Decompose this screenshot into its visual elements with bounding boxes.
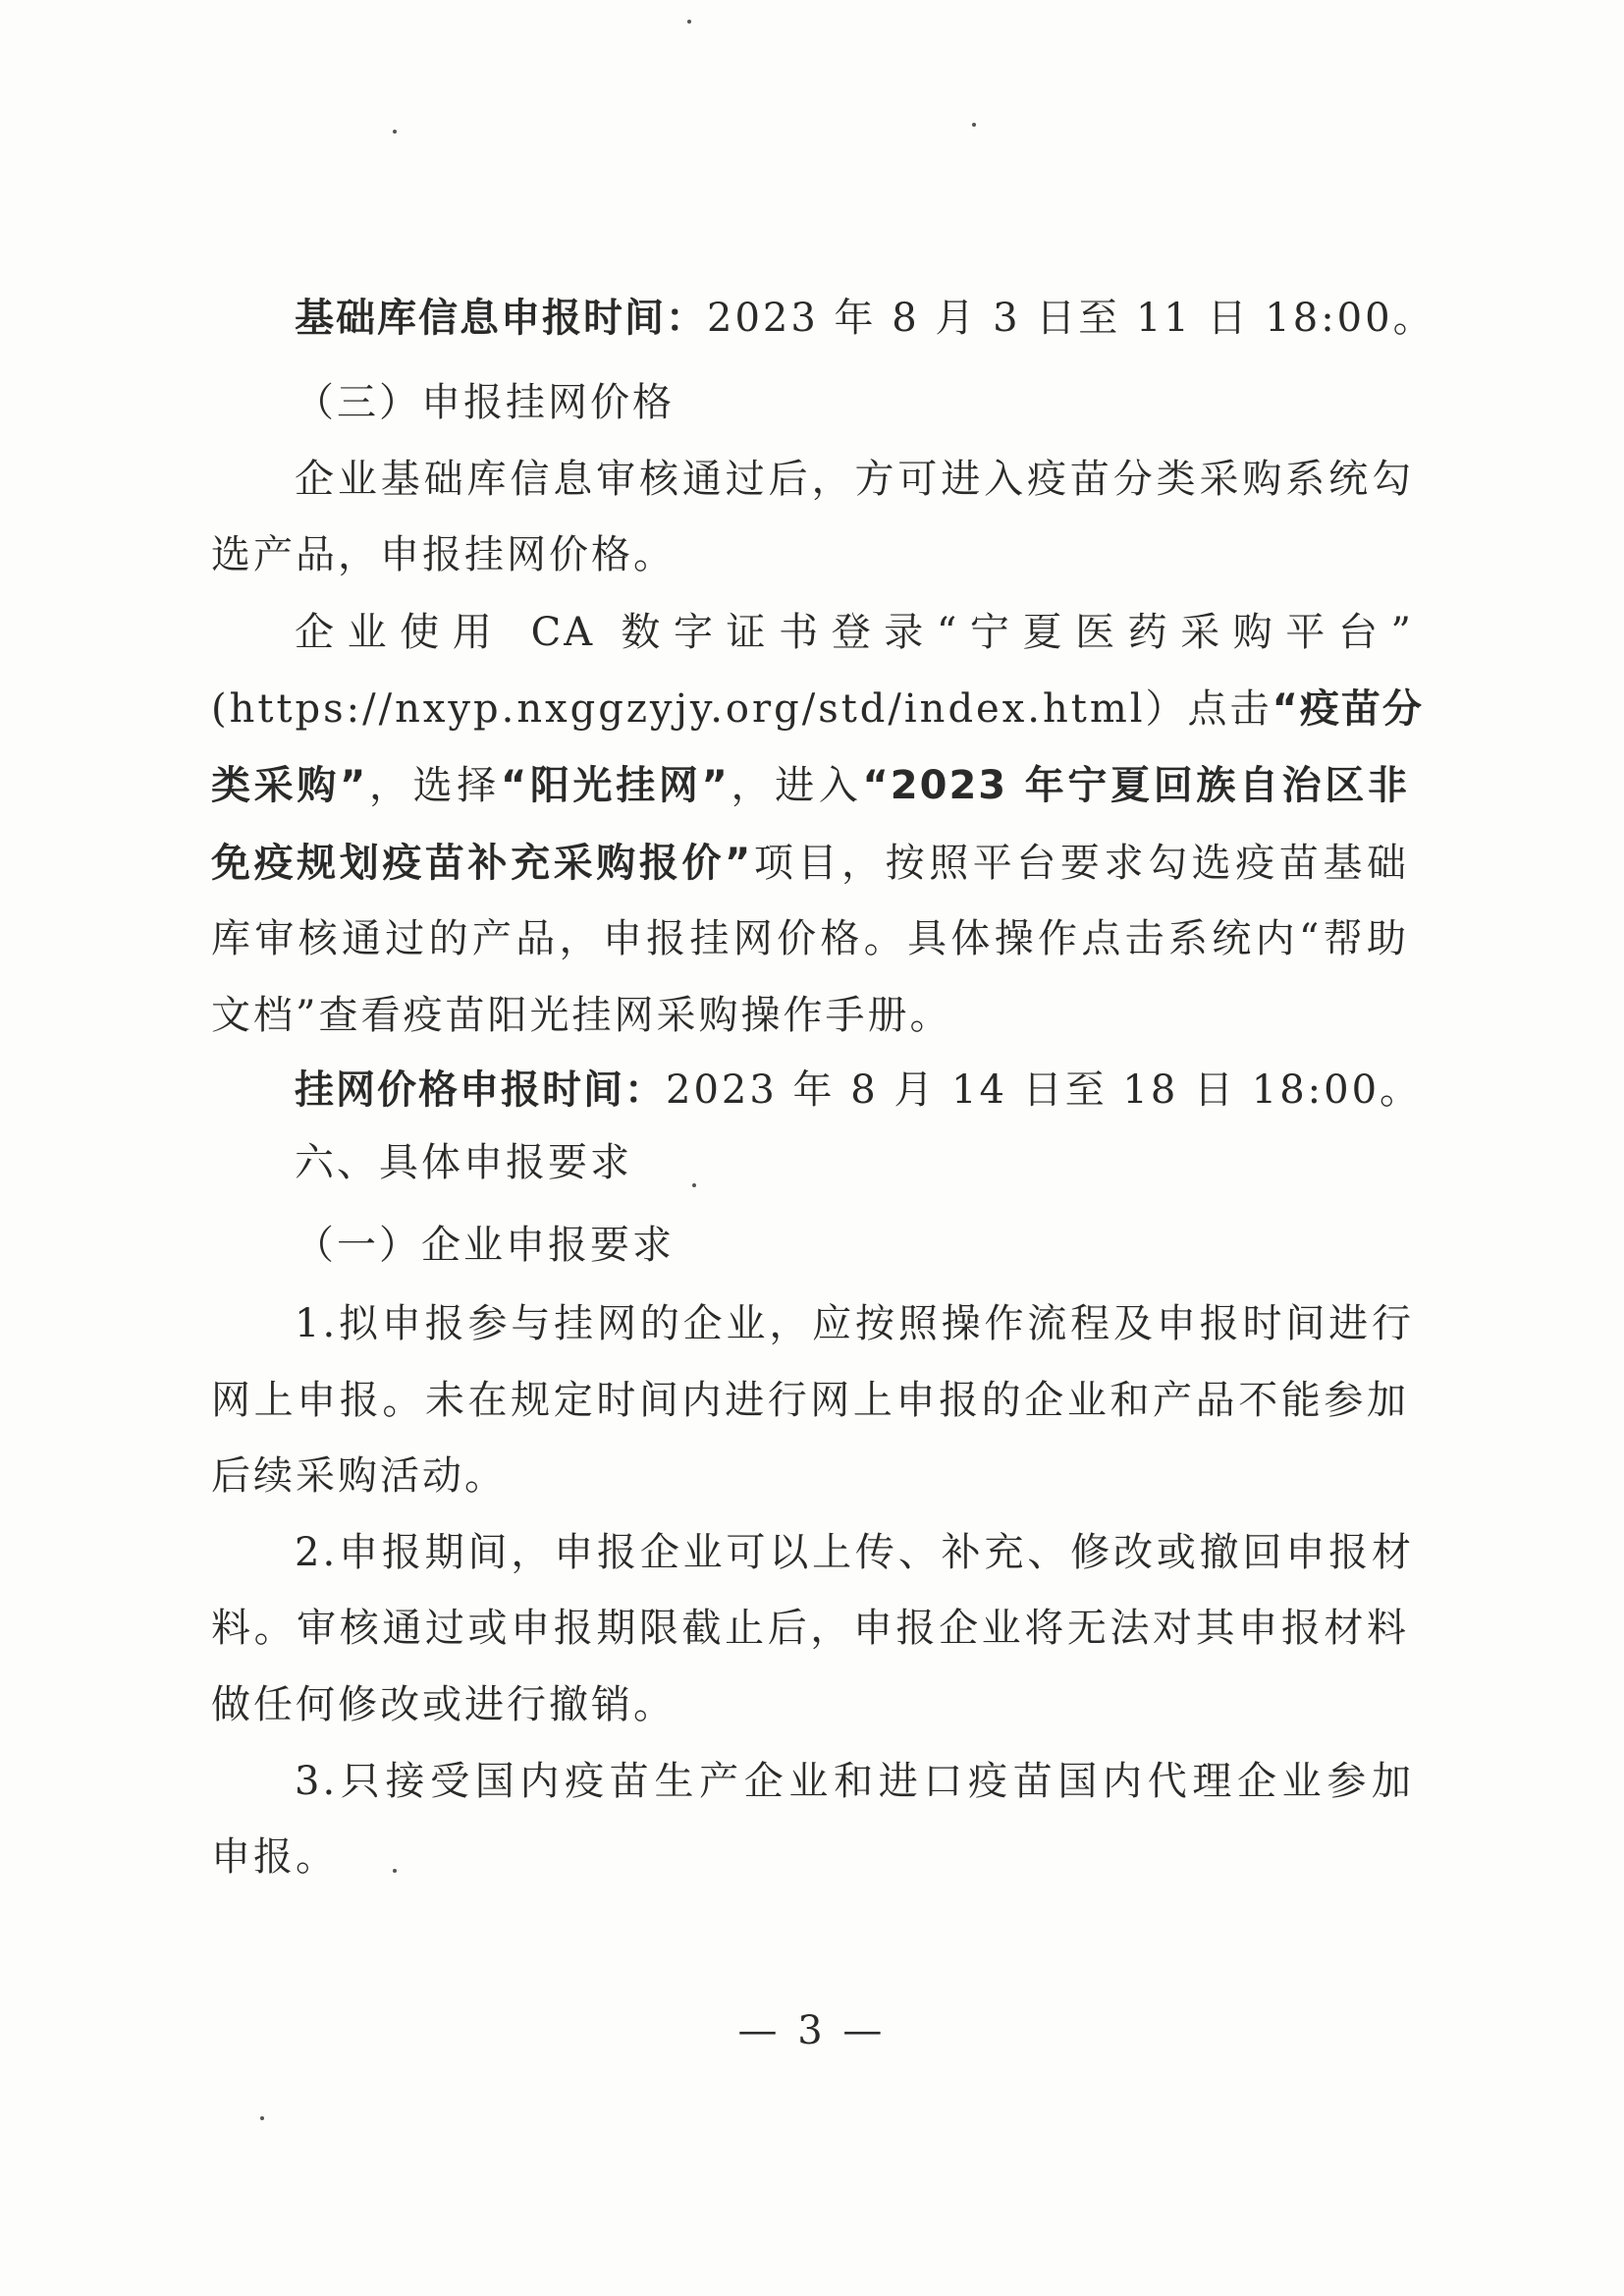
price-deadline-label: 挂网价格申报时间：: [295, 1067, 666, 1113]
bold-term: “疫苗分: [1272, 686, 1424, 732]
base-info-deadline: [295, 291, 1435, 346]
paragraph-line: 库审核通过的产品，申报挂网价格。具体操作点击系统内“帮助: [211, 916, 1409, 961]
bold-term: “2023 年宁夏回族自治区非: [862, 763, 1410, 808]
paragraph-line: 1.拟申报参与挂网的企业，应按照操作流程及申报时间进行: [295, 1301, 1414, 1346]
paragraph-line: 3.只接受国内疫苗生产企业和进口疫苗国内代理企业参加: [295, 1759, 1414, 1804]
paragraph-text: ，进入: [729, 763, 863, 808]
bold-term: 类采购”: [211, 763, 368, 808]
paragraph-line: 料。审核通过或申报期限截止后，申报企业将无法对其申报材料: [211, 1606, 1409, 1651]
scan-speck: [260, 2116, 264, 2120]
bold-term: “阳光挂网”: [500, 763, 730, 808]
scan-speck: [692, 1183, 696, 1187]
paragraph-text: ，选择: [367, 763, 501, 808]
paragraph-text: 项目，按照平台要求勾选疫苗基础: [752, 841, 1410, 886]
base-info-deadline-label: 基础库信息申报时间：: [295, 296, 707, 341]
paragraph-line: 网上申报。未在规定时间内进行网上申报的企业和产品不能参加: [211, 1378, 1409, 1423]
bold-term: 免疫规划疫苗补充采购报价”: [211, 841, 753, 886]
page-number: — 3 —: [737, 2008, 887, 2053]
paragraph-line: [211, 682, 1424, 737]
scan-speck: [687, 20, 691, 24]
paragraph-line: 选产品，申报挂网价格。: [211, 532, 676, 577]
price-deadline: [295, 1063, 1423, 1118]
section-three-heading: （三）申报挂网价格: [295, 380, 675, 425]
base-info-deadline-value: 2023 年 8 月 3 日至 11 日 18:00。: [707, 296, 1435, 341]
platform-url: (https://nxyp.nxggzyjy.org/std/index.html）点击: [211, 686, 1272, 732]
paragraph-line: 做任何修改或进行撤销。: [211, 1682, 676, 1727]
paragraph-line: 2.申报期间，申报企业可以上传、补充、修改或撤回申报材: [295, 1530, 1414, 1575]
subsection-one-heading: （一）企业申报要求: [295, 1223, 675, 1268]
paragraph-line: [211, 836, 1409, 891]
paragraph-line: 申报。: [211, 1834, 338, 1880]
paragraph-line: 文档”查看疫苗阳光挂网采购操作手册。: [211, 993, 952, 1038]
scan-speck: [393, 1869, 397, 1873]
price-deadline-value: 2023 年 8 月 14 日至 18 日 18:00。: [666, 1067, 1423, 1113]
section-six-heading: 六、具体申报要求: [295, 1140, 632, 1185]
paragraph-line: 企业使用 CA 数字证书登录“宁夏医药采购平台”: [295, 610, 1414, 655]
paragraph-line: 后续采购活动。: [211, 1453, 507, 1499]
paragraph-line: [211, 758, 1409, 813]
paragraph-line: 企业基础库信息审核通过后，方可进入疫苗分类采购系统勾: [295, 457, 1414, 502]
scan-speck: [393, 130, 397, 134]
scan-speck: [972, 123, 976, 127]
